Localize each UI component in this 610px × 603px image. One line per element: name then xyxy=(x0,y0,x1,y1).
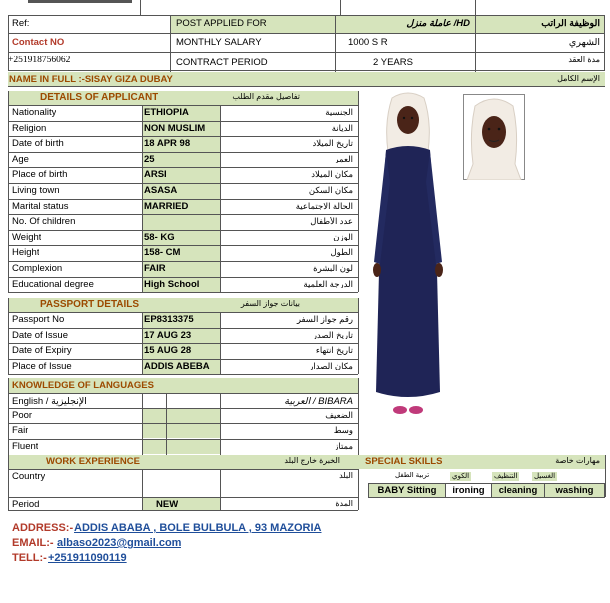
skill-item: washing xyxy=(545,484,605,497)
applicant-row-label: No. Of children xyxy=(12,217,76,227)
applicant-row-label: Age xyxy=(12,154,29,165)
passport-row-ar: تاريخ انتهاء xyxy=(315,346,353,355)
skill-ar-label: الغسيل xyxy=(534,473,556,480)
passport-row-label: Passport No xyxy=(12,315,65,325)
passport-row-value: 15 AUG 28 xyxy=(144,346,192,356)
applicant-row-ar: الديانة xyxy=(331,123,353,133)
address-value: ADDIS ABABA , BOLE BULBULA , 93 MAZORIA xyxy=(74,523,322,534)
applicant-row-value: 58- KG xyxy=(144,232,175,243)
skill-ar-label: التنظيف xyxy=(494,473,518,480)
applicant-row-value: ETHIOPIA xyxy=(144,108,189,118)
applicant-row-ar: الدرجة العلمية xyxy=(303,279,353,289)
passport-section-ar: بيانات جواز السفر xyxy=(240,300,300,308)
skill-ar-label: تربية الطفل xyxy=(395,472,430,479)
skill-item: cleaning xyxy=(492,484,545,497)
passport-row-value: EP8313375 xyxy=(144,315,194,325)
contract-value: 2 YEARS xyxy=(373,58,413,68)
applicant-row-label: Nationality xyxy=(12,108,57,118)
applicant-row-ar: عدد الأطفال xyxy=(310,217,353,226)
email-label: EMAIL:- xyxy=(12,538,54,549)
applicant-row-ar: الوزن xyxy=(333,232,353,242)
language-level-ar: ممتاز xyxy=(334,441,353,451)
tell-value[interactable]: +251911090119 xyxy=(48,553,127,564)
applicant-row-ar: الحالة الاجتماعية xyxy=(295,201,353,211)
logo-strip xyxy=(28,0,132,3)
email-value[interactable]: albaso2023@gmail.com xyxy=(57,538,182,549)
applicant-row-label: Educational degree xyxy=(12,279,94,290)
salary-label: MONTHLY SALARY xyxy=(176,38,262,48)
applicant-row-value: 18 APR 98 xyxy=(144,139,191,149)
applicant-row-label: Date of birth xyxy=(12,139,64,149)
applicant-row-ar: مكان الميلاد xyxy=(311,170,353,179)
contact-value: +251918756062 xyxy=(8,56,71,65)
english-level-cell xyxy=(143,424,166,438)
applicant-section-title: DETAILS OF APPLICANT xyxy=(40,93,159,103)
full-name: NAME IN FULL :-SISAY GIZA DUBAY xyxy=(9,75,173,85)
work-section-ar: الخبرة خارج البلد xyxy=(284,457,340,465)
skills-section-ar: مهارات خاصة xyxy=(555,457,600,465)
applicant-row-value: High School xyxy=(144,279,200,290)
passport-row-label: Date of Expiry xyxy=(12,346,72,356)
arabic-label: BIBARA / العربية xyxy=(284,397,353,407)
passport-row-ar: رقم جواز السفر xyxy=(296,315,353,324)
salary-value: 1000 S R xyxy=(348,38,388,48)
applicant-row-label: Weight xyxy=(12,232,42,243)
post-applied-label: POST APPLIED FOR xyxy=(176,19,267,29)
language-level-label: Poor xyxy=(12,411,33,421)
skill-ar-label: الكوي xyxy=(452,473,470,480)
period-label: Period xyxy=(12,500,40,510)
passport-row-value: ADDIS ABEBA xyxy=(144,361,210,372)
address-label: ADDRESS:- xyxy=(12,523,74,534)
applicant-row-value: NON MUSLIM xyxy=(144,123,206,134)
languages-section-title: KNOWLEDGE OF LANGUAGES xyxy=(12,381,154,391)
applicant-row-label: Place of birth xyxy=(12,170,68,180)
passport-row-label: Date of Issue xyxy=(12,330,68,341)
applicant-row-label: Complexion xyxy=(12,264,63,274)
country-label: Country xyxy=(12,472,46,482)
applicant-row-ar: لون البشرة xyxy=(313,264,353,273)
contract-ar: مدة العقد xyxy=(568,56,600,64)
ref-label: Ref: xyxy=(12,19,30,29)
language-level-ar: الضعيف xyxy=(325,411,353,420)
applicant-row-label: Marital status xyxy=(12,201,69,212)
work-section-title: WORK EXPERIENCE xyxy=(46,457,140,467)
post-applied-ar: الوظيفة الراتب xyxy=(541,19,600,29)
applicant-row-label: Height xyxy=(12,248,40,258)
tell-label: TELL:- xyxy=(12,553,47,564)
arabic-level-cell xyxy=(167,440,220,454)
applicant-row-ar: الطول xyxy=(330,248,353,257)
language-level-ar: وسط xyxy=(333,426,353,435)
period-value: NEW xyxy=(156,500,179,510)
arabic-level-cell xyxy=(167,409,220,423)
full-name-ar: الإسم الكامل xyxy=(557,75,600,83)
passport-row-ar: تاريخ الصدر xyxy=(312,330,353,340)
passport-row-ar: مكان الصدار xyxy=(309,361,353,371)
applicant-row-label: Living town xyxy=(12,186,60,196)
full-body-photo xyxy=(366,92,450,422)
applicant-row-ar: العمر xyxy=(334,154,353,164)
applicant-row-ar: مكان السكن xyxy=(308,186,353,195)
english-label: English / الإنجليزية xyxy=(12,397,87,407)
applicant-row-ar: تاريخ الميلاد xyxy=(312,139,353,148)
applicant-row-value: FAIR xyxy=(144,264,166,274)
english-level-cell xyxy=(143,409,166,423)
applicant-row-value: ARSI xyxy=(144,170,167,180)
skill-item: BABY Sitting xyxy=(369,484,446,497)
language-level-label: Fluent xyxy=(12,441,39,452)
applicant-row-value: 25 xyxy=(144,154,155,165)
applicant-row-value: 158- CM xyxy=(144,248,181,258)
passport-row-value: 17 AUG 23 xyxy=(144,330,192,341)
salary-ar: الشهري xyxy=(568,38,600,48)
skills-section-title: SPECIAL SKILLS xyxy=(365,457,443,467)
applicant-section-ar: تفاصيل مقدم الطلب xyxy=(232,93,300,101)
english-level-cell xyxy=(143,440,166,454)
language-level-label: Fair xyxy=(12,426,29,436)
contract-label: CONTRACT PERIOD xyxy=(176,58,268,68)
portrait-photo xyxy=(463,94,525,180)
applicant-row-value: ASASA xyxy=(144,186,178,196)
contact-label: Contact NO xyxy=(12,38,65,48)
passport-row-label: Place of Issue xyxy=(12,361,72,372)
country-ar: البلد xyxy=(339,472,353,480)
passport-section-title: PASSPORT DETAILS xyxy=(40,300,140,310)
applicant-row-ar: الجنسية xyxy=(325,108,353,117)
period-value-cell xyxy=(142,498,220,510)
applicant-row-label: Religion xyxy=(12,123,47,134)
skill-item: ironing xyxy=(446,484,492,497)
post-applied-value: HD/ عاملة منزل xyxy=(406,19,470,29)
period-ar: المدة xyxy=(335,500,353,508)
arabic-level-cell xyxy=(167,424,220,438)
applicant-row-value-cell xyxy=(142,215,220,230)
applicant-row-value: MARRIED xyxy=(144,201,189,212)
